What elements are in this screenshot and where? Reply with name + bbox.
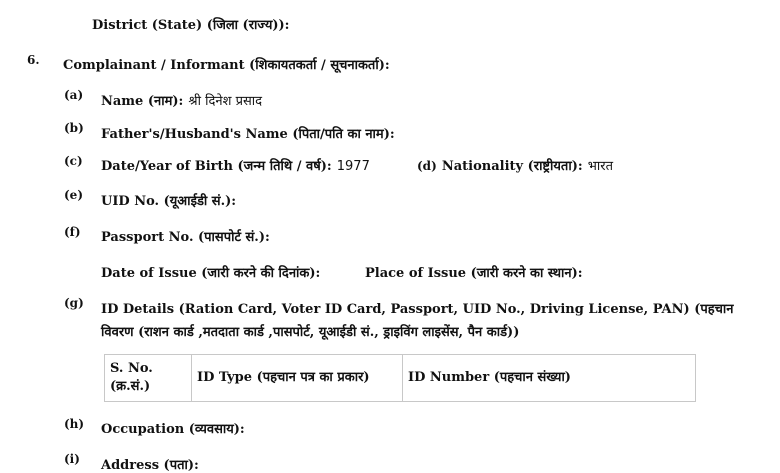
- field-h-marker: (h): [64, 417, 85, 431]
- section-number: 6.: [27, 53, 40, 67]
- name-value: श्री दिनेश प्रसाद: [188, 94, 263, 109]
- name-label: Name (नाम):: [101, 94, 184, 109]
- id-details-table: [104, 354, 696, 402]
- field-d-marker: (d): [417, 159, 437, 173]
- sno-header: [105, 355, 192, 402]
- id-details-label-line1: ID Details (Ration Card, Voter ID Card, Passport, UID No., Driving License, PAN) (पहचान: [101, 302, 734, 317]
- nationality-value: भारत: [587, 159, 613, 174]
- id-details-label-line2: विवरण (राशन कार्ड ,मतदाता कार्ड ,पासपोर्ट, यूआईडी सं., ड्राइविंग लाइसेंस, पैन कार्ड)): [101, 325, 520, 340]
- uid-label: UID No. (यूआईडी सं.):: [101, 194, 237, 209]
- field-g-marker: (g): [64, 296, 84, 310]
- date-of-issue-label: Date of Issue (जारी करने की दिनांक):: [101, 266, 321, 281]
- field-a-marker: (a): [64, 88, 84, 102]
- field-a-row: [101, 90, 262, 109]
- district-label: District (State) (जिला (राज्य)):: [92, 18, 290, 33]
- place-of-issue-label: Place of Issue (जारी करने का स्थान):: [365, 266, 583, 281]
- nationality-label: Nationality (राष्ट्रीयता):: [441, 159, 583, 174]
- sno-header-line1: S. No.: [110, 361, 153, 376]
- field-c-row: [101, 155, 370, 174]
- id-type-header: ID Type (पहचान पत्र का प्रकार): [192, 355, 403, 402]
- sno-header-line2: (क्र.सं.): [110, 379, 151, 394]
- occupation-label: Occupation (व्यवसाय):: [101, 422, 245, 437]
- field-b-marker: (b): [64, 121, 84, 135]
- field-i-marker: (i): [64, 452, 80, 466]
- field-d-row: [417, 155, 613, 174]
- field-c-marker: (c): [64, 154, 83, 168]
- field-f-marker: (f): [64, 225, 81, 239]
- father-husband-name-label: Father's/Husband's Name (पिता/पति का नाम):: [101, 127, 395, 142]
- dob-value: 1977: [336, 159, 370, 174]
- dob-label: Date/Year of Birth (जन्म तिथि / वर्ष):: [101, 159, 332, 174]
- id-number-header: ID Number (पहचान संख्या): [403, 355, 696, 402]
- field-e-marker: (e): [64, 188, 83, 202]
- passport-label: Passport No. (पासपोर्ट सं.):: [101, 230, 270, 245]
- address-label: Address (पता):: [101, 458, 199, 473]
- section-title: Complainant / Informant (शिकायतकर्ता / सूचनाकर्ता):: [63, 58, 390, 73]
- id-table-header-row: [105, 355, 696, 402]
